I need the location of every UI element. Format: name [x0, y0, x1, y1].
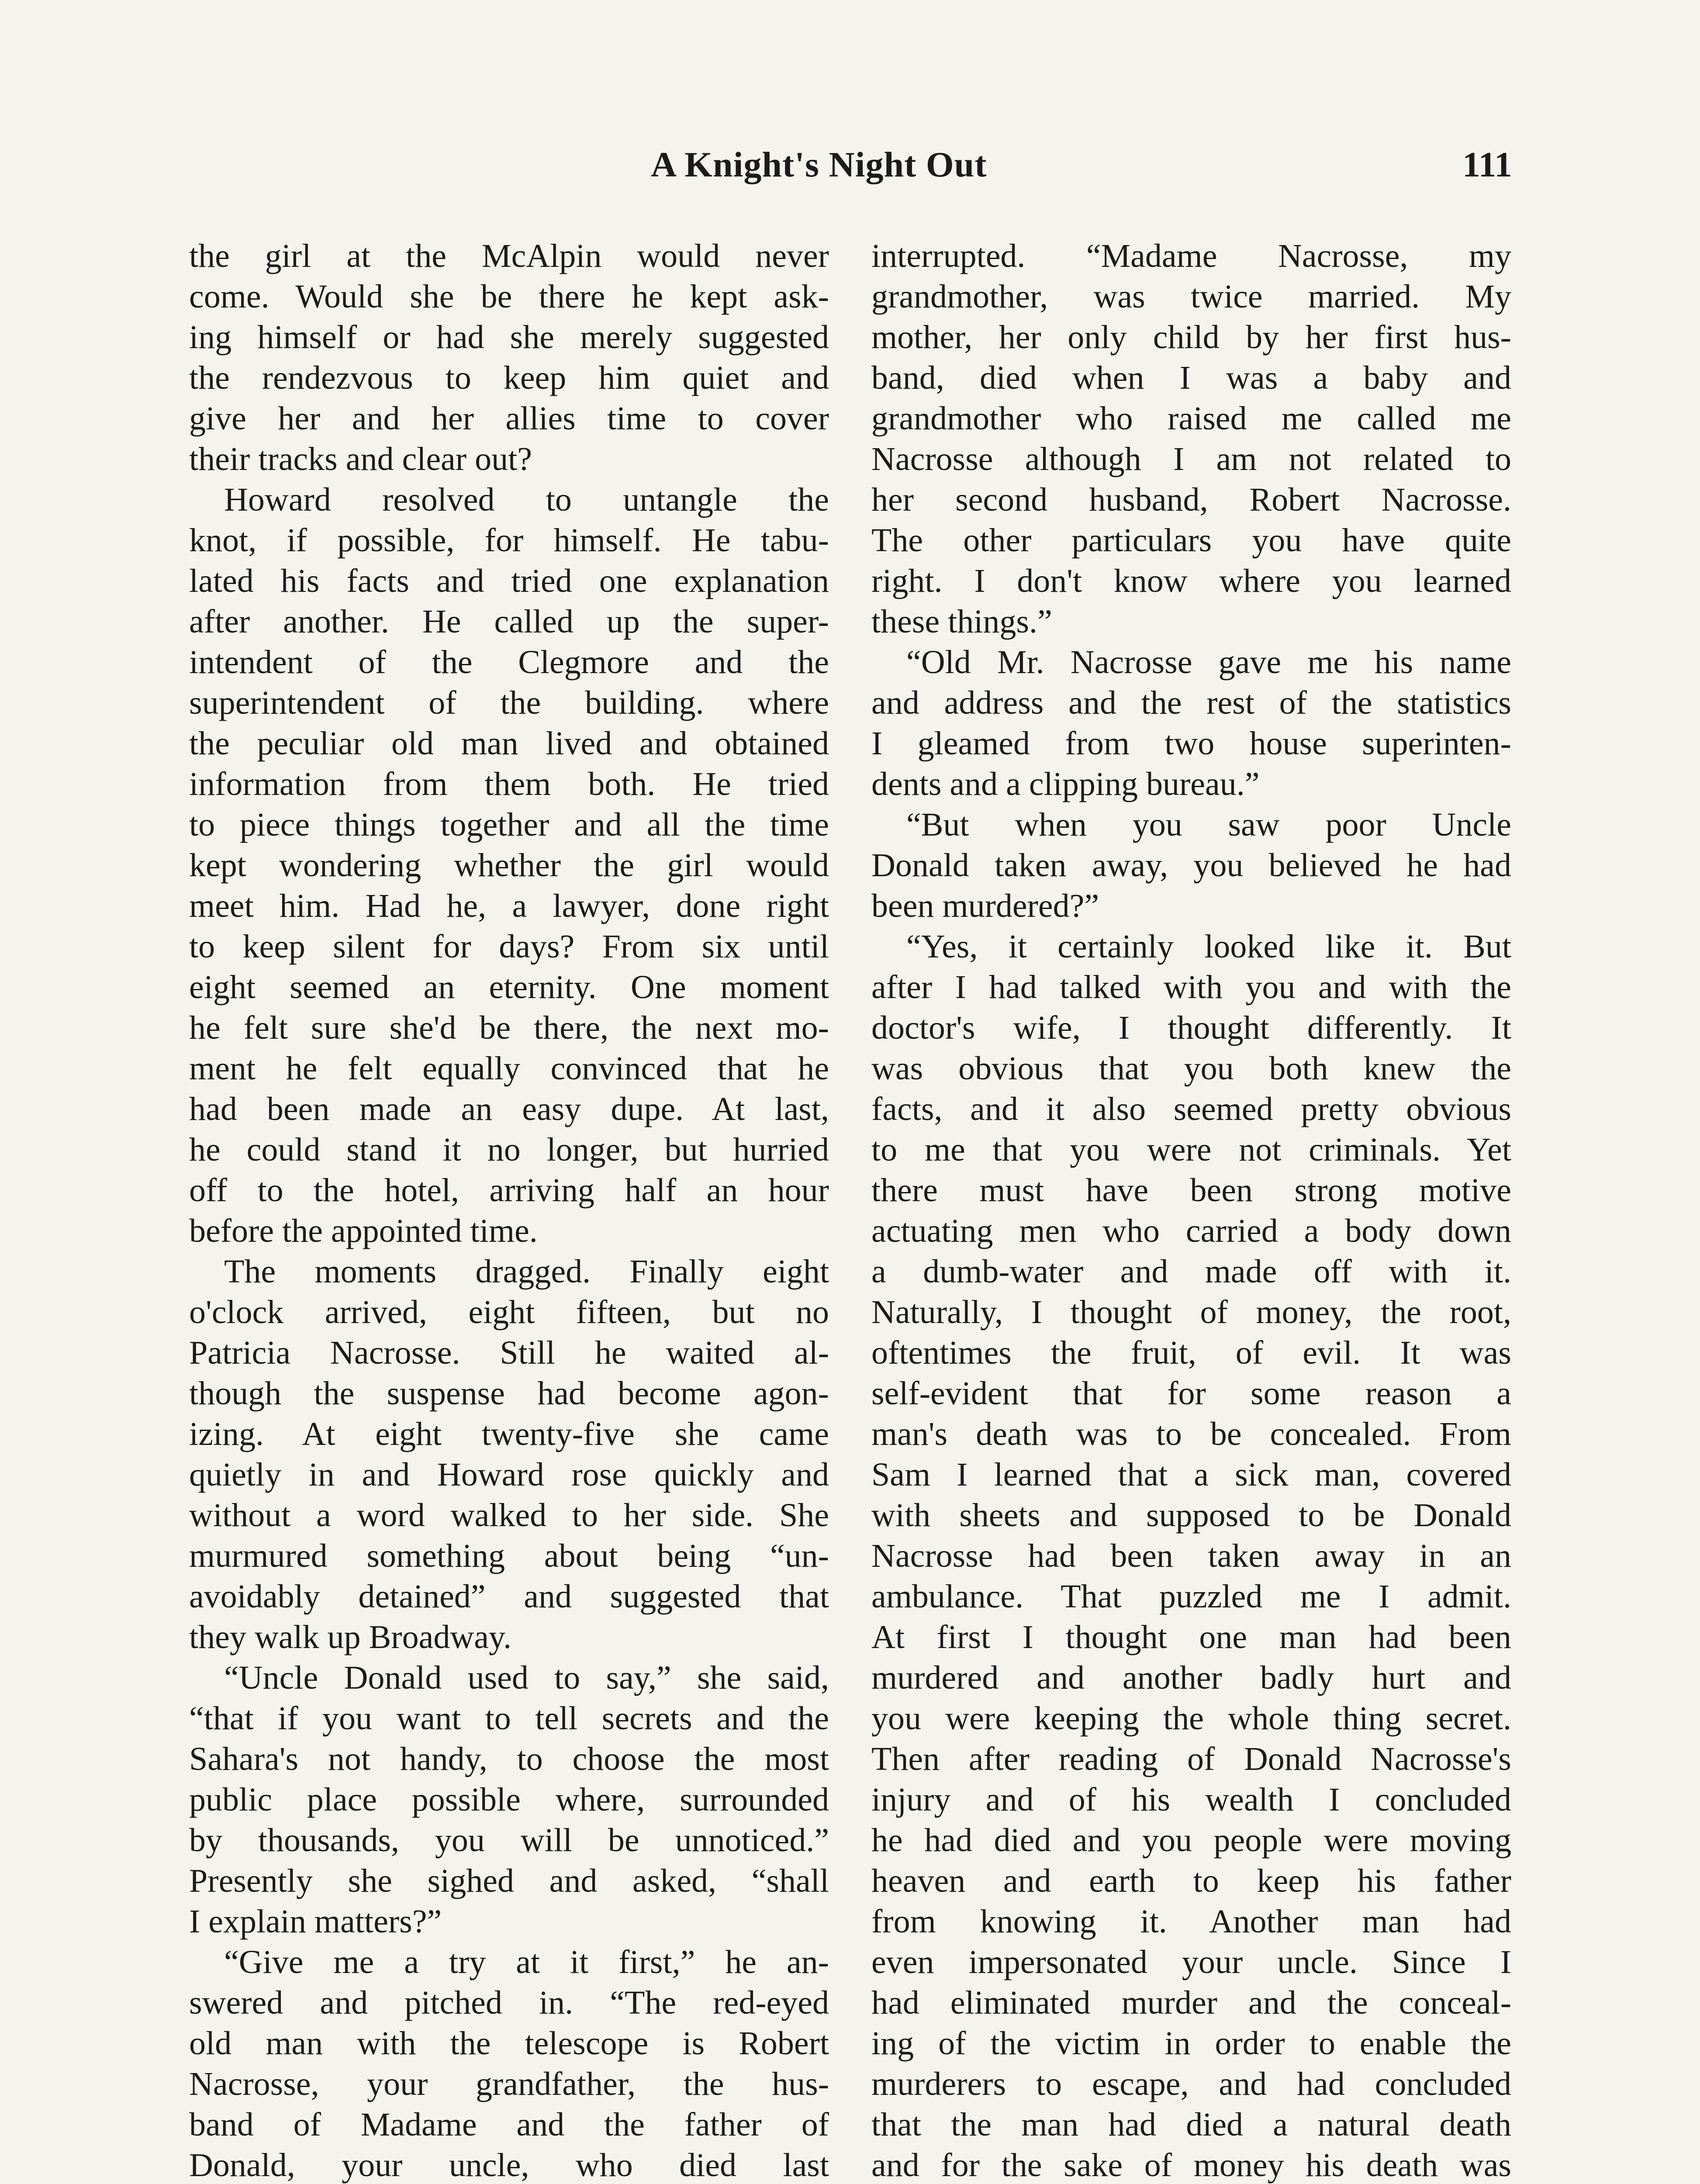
text-line: had been made an easy dupe. At last,	[189, 1091, 829, 1127]
text-line: ing himself or had she merely suggested	[189, 319, 829, 356]
text-line: after I had talked with you and with the	[871, 969, 1511, 1006]
text-line: had eliminated murder and the conceal-	[871, 1984, 1511, 2021]
text-line: come. Would she be there he kept ask-	[189, 278, 829, 315]
text-line: Naturally, I thought of money, the root,	[871, 1294, 1511, 1330]
text-line: knot, if possible, for himself. He tabu-	[189, 522, 829, 559]
text-line: “that if you want to tell secrets and the	[189, 1700, 829, 1737]
text-line: murderers to escape, and had concluded	[871, 2066, 1511, 2102]
text-line: superintendent of the building. where	[189, 684, 829, 721]
text-line: even impersonated your uncle. Since I	[871, 1944, 1511, 1980]
text-line: he felt sure she'd be there, the next mo-	[189, 1009, 829, 1046]
text-line: to keep silent for days? From six until	[189, 928, 829, 965]
text-line: interrupted. “Madame Nacrosse, my	[871, 238, 1511, 274]
text-line: murdered and another badly hurt and	[871, 1659, 1511, 1696]
text-line: after another. He called up the super-	[189, 603, 829, 640]
text-line: give her and her allies time to cover	[189, 400, 829, 437]
text-line: man's death was to be concealed. From	[871, 1416, 1511, 1452]
text-line: heaven and earth to keep his father	[871, 1863, 1511, 1899]
text-line: public place possible where, surrounded	[189, 1781, 829, 1818]
text-line: they walk up Broadway.	[189, 1619, 511, 1655]
text-line: grandmother, was twice married. My	[871, 278, 1511, 315]
text-line: before the appointed time.	[189, 1213, 538, 1249]
text-line: kept wondering whether the girl would	[189, 847, 829, 884]
text-line: was obvious that you both knew the	[871, 1050, 1511, 1087]
text-line: grandmother who raised me called me	[871, 400, 1511, 437]
text-line: and address and the rest of the statistics	[871, 684, 1511, 721]
text-line: I explain matters?”	[189, 1903, 442, 1940]
text-line: her second husband, Robert Nacrosse.	[871, 481, 1511, 518]
text-line: that the man had died a natural death	[871, 2106, 1511, 2143]
text-line: injury and of his wealth I concluded	[871, 1781, 1511, 1818]
text-line: Then after reading of Donald Nacrosse's	[871, 1741, 1511, 1777]
page-number: 111	[1462, 145, 1512, 184]
text-line: Sam I learned that a sick man, covered	[871, 1456, 1511, 1493]
text-line: though the suspense had become agon-	[189, 1375, 829, 1412]
text-line: avoidably detained” and suggested that	[189, 1578, 829, 1615]
text-line: self-evident that for some reason a	[871, 1375, 1511, 1412]
text-line: At first I thought one man had been	[871, 1619, 1511, 1655]
text-line: intendent of the Clegmore and the	[189, 644, 829, 681]
text-line: I gleamed from two house superinten-	[871, 725, 1511, 762]
text-column-right	[871, 236, 1511, 2184]
text-line: with sheets and supposed to be Donald	[871, 1497, 1511, 1534]
text-line: he could stand it no longer, but hurried	[189, 1131, 829, 1168]
text-line: and for the sake of money his death was	[871, 2147, 1511, 2184]
text-line: Sahara's not handy, to choose the most	[189, 1741, 829, 1777]
text-line: there must have been strong motive	[871, 1172, 1511, 1209]
running-head-title: A Knight's Night Out	[651, 145, 987, 184]
text-line: by thousands, you will be unnoticed.”	[189, 1822, 829, 1859]
text-line: mother, her only child by her first hus-	[871, 319, 1511, 356]
text-line: from knowing it. Another man had	[871, 1903, 1511, 1940]
text-line: “Old Mr. Nacrosse gave me his name	[906, 644, 1511, 681]
text-line: oftentimes the fruit, of evil. It was	[871, 1334, 1511, 1371]
text-line: Howard resolved to untangle the	[224, 481, 829, 518]
text-line: izing. At eight twenty-five she came	[189, 1416, 829, 1452]
text-line: the rendezvous to keep him quiet and	[189, 359, 829, 396]
text-line: without a word walked to her side. She	[189, 1497, 829, 1534]
text-line: facts, and it also seemed pretty obvious	[871, 1091, 1511, 1127]
text-line: “Give me a try at it first,” he an-	[224, 1944, 829, 1980]
text-column-left	[189, 236, 829, 2184]
text-line: eight seemed an eternity. One moment	[189, 969, 829, 1006]
text-line: off to the hotel, arriving half an hour	[189, 1172, 829, 1209]
text-line: band of Madame and the father of	[189, 2106, 829, 2143]
text-line: right. I don't know where you learned	[871, 563, 1511, 599]
text-line: Nacrosse had been taken away in an	[871, 1538, 1511, 1574]
text-line: information from them both. He tried	[189, 766, 829, 802]
text-line: dents and a clipping bureau.”	[871, 766, 1260, 802]
text-line: old man with the telescope is Robert	[189, 2025, 829, 2062]
text-line: band, died when I was a baby and	[871, 359, 1511, 396]
text-line: Presently she sighed and asked, “shall	[189, 1863, 829, 1899]
text-line: Donald taken away, you believed he had	[871, 847, 1511, 884]
text-line: actuating men who carried a body down	[871, 1213, 1511, 1249]
text-line: the girl at the McAlpin would never	[189, 238, 829, 274]
text-line: these things.”	[871, 603, 1052, 640]
text-line: ing of the victim in order to enable the	[871, 2025, 1511, 2062]
text-line: been murdered?”	[871, 888, 1099, 924]
text-line: Nacrosse although I am not related to	[871, 441, 1511, 477]
text-line: he had died and you people were moving	[871, 1822, 1511, 1859]
text-line: The moments dragged. Finally eight	[224, 1253, 829, 1290]
text-line: to me that you were not criminals. Yet	[871, 1131, 1511, 1168]
text-line: “But when you saw poor Uncle	[906, 806, 1511, 843]
text-line: lated his facts and tried one explanation	[189, 563, 829, 599]
text-line: The other particulars you have quite	[871, 522, 1511, 559]
text-line: their tracks and clear out?	[189, 441, 532, 477]
text-line: “Uncle Donald used to say,” she said,	[224, 1659, 829, 1696]
text-line: Nacrosse, your grandfather, the hus-	[189, 2066, 829, 2102]
text-line: ment he felt equally convinced that he	[189, 1050, 829, 1087]
text-line: o'clock arrived, eight fifteen, but no	[189, 1294, 829, 1330]
text-line: the peculiar old man lived and obtained	[189, 725, 829, 762]
text-line: quietly in and Howard rose quickly and	[189, 1456, 829, 1493]
text-line: meet him. Had he, a lawyer, done right	[189, 888, 829, 924]
text-line: ambulance. That puzzled me I admit.	[871, 1578, 1511, 1615]
text-line: doctor's wife, I thought differently. It	[871, 1009, 1511, 1046]
text-line: to piece things together and all the time	[189, 806, 829, 843]
text-line: a dumb-water and made off with it.	[871, 1253, 1511, 1290]
text-line: you were keeping the whole thing secret.	[871, 1700, 1511, 1737]
text-line: “Yes, it certainly looked like it. But	[906, 928, 1511, 965]
text-line: swered and pitched in. “The red-eyed	[189, 1984, 829, 2021]
text-line: Donald, your uncle, who died last	[189, 2147, 829, 2184]
text-line: murmured something about being “un-	[189, 1538, 829, 1574]
text-line: Patricia Nacrosse. Still he waited al-	[189, 1334, 829, 1371]
